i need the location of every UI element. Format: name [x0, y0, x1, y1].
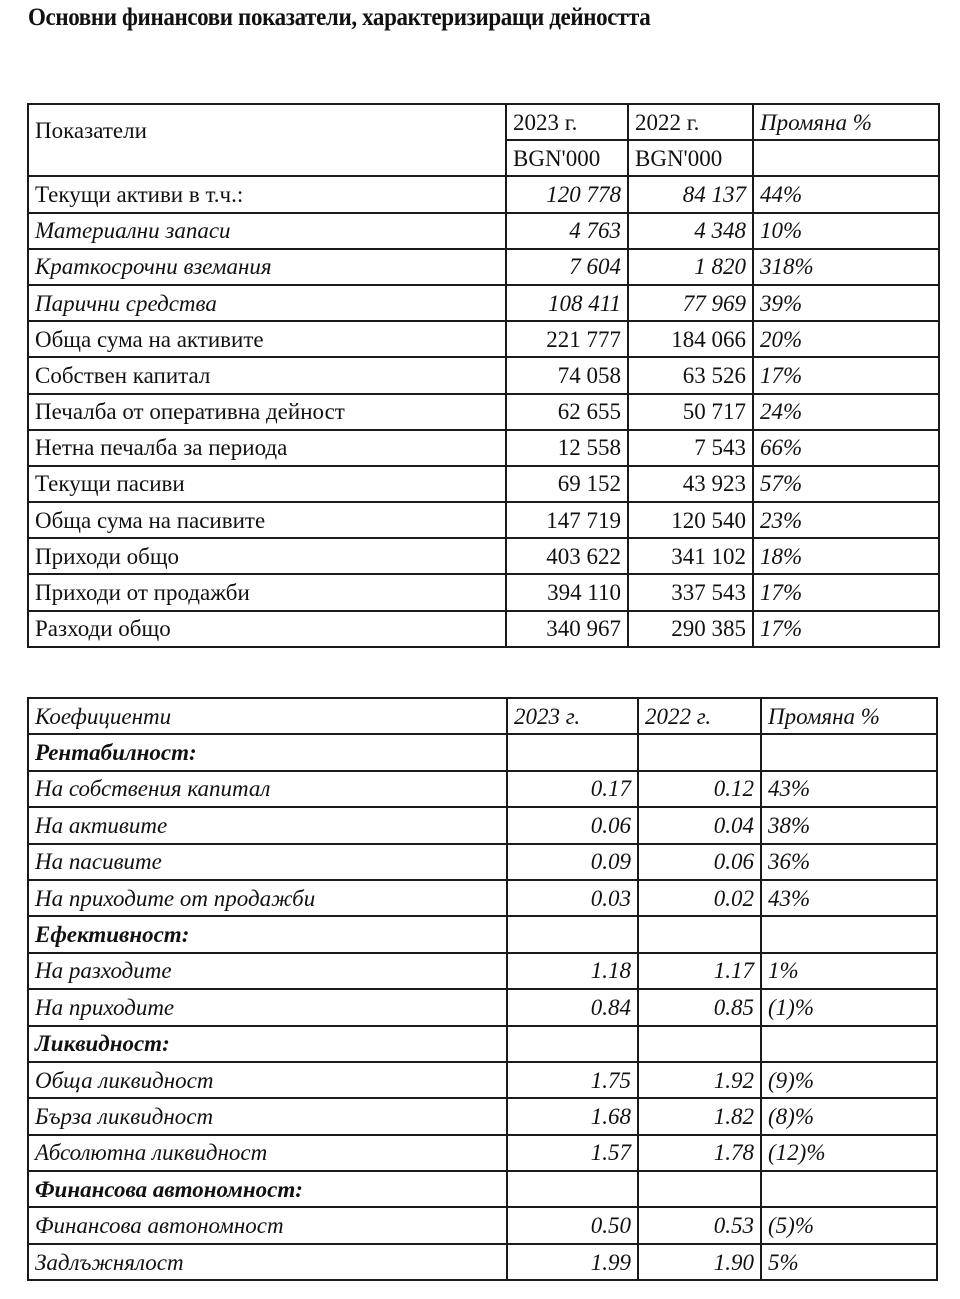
- value-change: (12)%: [761, 1135, 937, 1171]
- ratios-table: [27, 697, 938, 1281]
- value-2022: 120 540: [628, 502, 753, 538]
- row-label: Финансова автономност: [28, 1207, 507, 1243]
- value-2022: 337 543: [628, 574, 753, 610]
- table-row: [28, 213, 939, 249]
- value-2022: 77 969: [628, 285, 753, 321]
- value-change: 5%: [761, 1244, 937, 1280]
- row-label: Разходи общо: [28, 611, 506, 647]
- row-label: Приходи общо: [28, 538, 506, 574]
- value-2023: 0.06: [507, 807, 638, 843]
- value-2023: 74 058: [506, 357, 628, 393]
- value-2022: 1.17: [638, 953, 761, 989]
- value-change: [761, 916, 937, 952]
- value-2022: [638, 916, 761, 952]
- row-label: Обща ликвидност: [28, 1062, 507, 1098]
- value-2022: 290 385: [628, 611, 753, 647]
- value-2023: 403 622: [506, 538, 628, 574]
- value-change: 36%: [761, 844, 937, 880]
- value-2022: 184 066: [628, 321, 753, 357]
- table-row: [28, 1244, 937, 1280]
- value-2022: [638, 1171, 761, 1207]
- value-2023: 12 558: [506, 430, 628, 466]
- value-change: 44%: [753, 176, 939, 212]
- value-2023: 108 411: [506, 285, 628, 321]
- value-2023: 62 655: [506, 394, 628, 430]
- header-change: Промяна %: [761, 698, 937, 734]
- table-row: [28, 807, 937, 843]
- value-change: 17%: [753, 357, 939, 393]
- unit-2022: BGN'000: [628, 140, 753, 176]
- table-row: [28, 880, 937, 916]
- value-2022: 1.90: [638, 1244, 761, 1280]
- value-2023: 0.17: [507, 771, 638, 807]
- unit-2023: BGN'000: [506, 140, 628, 176]
- row-label: Краткосрочни вземания: [28, 249, 506, 285]
- section-row: [28, 916, 937, 952]
- value-2022: 4 348: [628, 213, 753, 249]
- value-2022: 1.92: [638, 1062, 761, 1098]
- value-change: 17%: [753, 611, 939, 647]
- value-2023: 1.99: [507, 1244, 638, 1280]
- header-label: Показатели: [28, 104, 506, 176]
- value-change: 24%: [753, 394, 939, 430]
- row-label: Бърза ликвидност: [28, 1098, 507, 1134]
- value-2022: 1.78: [638, 1135, 761, 1171]
- table-row: [28, 989, 937, 1025]
- row-label: На пасивите: [28, 844, 507, 880]
- table-row: [28, 1098, 937, 1134]
- table-row: [28, 430, 939, 466]
- row-label: На приходите: [28, 989, 507, 1025]
- row-label: Печалба от оперативна дейност: [28, 394, 506, 430]
- value-change: 20%: [753, 321, 939, 357]
- row-label: На приходите от продажби: [28, 880, 507, 916]
- value-change: 43%: [761, 771, 937, 807]
- section-label: Финансова автономност:: [28, 1171, 507, 1207]
- value-2023: 69 152: [506, 466, 628, 502]
- table-row: [28, 249, 939, 285]
- value-2022: 0.04: [638, 807, 761, 843]
- table-row: [28, 1062, 937, 1098]
- value-2023: [507, 1026, 638, 1062]
- value-change: [761, 1171, 937, 1207]
- table-row: [28, 1135, 937, 1171]
- value-change: (8)%: [761, 1098, 937, 1134]
- value-2022: 0.02: [638, 880, 761, 916]
- table-row: [28, 771, 937, 807]
- value-2022: [638, 1026, 761, 1062]
- table-row: [28, 844, 937, 880]
- value-change: [761, 1026, 937, 1062]
- value-change: 318%: [753, 249, 939, 285]
- value-2022: 50 717: [628, 394, 753, 430]
- row-label: Задлъжнялост: [28, 1244, 507, 1280]
- row-label: Текущи активи в т.ч.:: [28, 176, 506, 212]
- value-change: [761, 734, 937, 770]
- value-2023: 1.68: [507, 1098, 638, 1134]
- header-2022: 2022 г.: [638, 698, 761, 734]
- value-2022: 1.82: [638, 1098, 761, 1134]
- value-change: 1%: [761, 953, 937, 989]
- value-2023: 0.03: [507, 880, 638, 916]
- value-change: 43%: [761, 880, 937, 916]
- value-2022: 84 137: [628, 176, 753, 212]
- value-2023: 0.09: [507, 844, 638, 880]
- header-row: [28, 698, 937, 734]
- value-2022: 63 526: [628, 357, 753, 393]
- header-change: Промяна %: [753, 104, 939, 140]
- value-2023: [507, 1171, 638, 1207]
- row-label: На активите: [28, 807, 507, 843]
- value-2023: 0.84: [507, 989, 638, 1025]
- value-2023: 394 110: [506, 574, 628, 610]
- row-label: Парични средства: [28, 285, 506, 321]
- value-2022: 0.85: [638, 989, 761, 1025]
- table-row: [28, 466, 939, 502]
- table-row: [28, 394, 939, 430]
- table-row: [28, 574, 939, 610]
- table-row: [28, 611, 939, 647]
- row-label: Обща сума на пасивите: [28, 502, 506, 538]
- row-label: На разходите: [28, 953, 507, 989]
- table-row: [28, 176, 939, 212]
- header-row: [28, 104, 939, 140]
- value-2022: 0.53: [638, 1207, 761, 1243]
- row-label: Абсолютна ликвидност: [28, 1135, 507, 1171]
- value-2023: 1.57: [507, 1135, 638, 1171]
- table-row: [28, 321, 939, 357]
- value-change: 23%: [753, 502, 939, 538]
- value-change: 38%: [761, 807, 937, 843]
- value-2023: 1.18: [507, 953, 638, 989]
- row-label: Текущи пасиви: [28, 466, 506, 502]
- value-2022: 1 820: [628, 249, 753, 285]
- value-change: 17%: [753, 574, 939, 610]
- header-2023: 2023 г.: [506, 104, 628, 140]
- value-2023: [507, 734, 638, 770]
- value-2022: 43 923: [628, 466, 753, 502]
- section-label: Рентабилност:: [28, 734, 507, 770]
- value-2022: 7 543: [628, 430, 753, 466]
- table-row: [28, 357, 939, 393]
- value-2023: [507, 916, 638, 952]
- value-2023: 0.50: [507, 1207, 638, 1243]
- value-change: (1)%: [761, 989, 937, 1025]
- header-2023: 2023 г.: [507, 698, 638, 734]
- indicators-table: [27, 103, 940, 648]
- row-label: Материални запаси: [28, 213, 506, 249]
- section-label: Ликвидност:: [28, 1026, 507, 1062]
- row-label: Обща сума на активите: [28, 321, 506, 357]
- header-2022: 2022 г.: [628, 104, 753, 140]
- value-change: 57%: [753, 466, 939, 502]
- value-2023: 7 604: [506, 249, 628, 285]
- row-label: Собствен капитал: [28, 357, 506, 393]
- value-2023: 221 777: [506, 321, 628, 357]
- row-label: На собствения капитал: [28, 771, 507, 807]
- value-2023: 120 778: [506, 176, 628, 212]
- value-2022: 0.12: [638, 771, 761, 807]
- value-change: 66%: [753, 430, 939, 466]
- page-title: Основни финансови показатели, характеризиращи дейността: [28, 4, 651, 31]
- value-2023: 1.75: [507, 1062, 638, 1098]
- row-label: Приходи от продажби: [28, 574, 506, 610]
- header-label: Коефициенти: [28, 698, 507, 734]
- value-change: 39%: [753, 285, 939, 321]
- value-2022: 0.06: [638, 844, 761, 880]
- value-2022: [638, 734, 761, 770]
- value-2023: 340 967: [506, 611, 628, 647]
- row-label: Нетна печалба за периода: [28, 430, 506, 466]
- value-2022: 341 102: [628, 538, 753, 574]
- table-row: [28, 502, 939, 538]
- unit-change-empty: [753, 140, 939, 176]
- table-row: [28, 953, 937, 989]
- section-row: [28, 734, 937, 770]
- value-2023: 147 719: [506, 502, 628, 538]
- value-change: 18%: [753, 538, 939, 574]
- table-row: [28, 538, 939, 574]
- value-2023: 4 763: [506, 213, 628, 249]
- value-change: (9)%: [761, 1062, 937, 1098]
- section-row: [28, 1026, 937, 1062]
- value-change: 10%: [753, 213, 939, 249]
- value-change: (5)%: [761, 1207, 937, 1243]
- table-row: [28, 1207, 937, 1243]
- table-row: [28, 285, 939, 321]
- section-label: Ефективност:: [28, 916, 507, 952]
- section-row: [28, 1171, 937, 1207]
